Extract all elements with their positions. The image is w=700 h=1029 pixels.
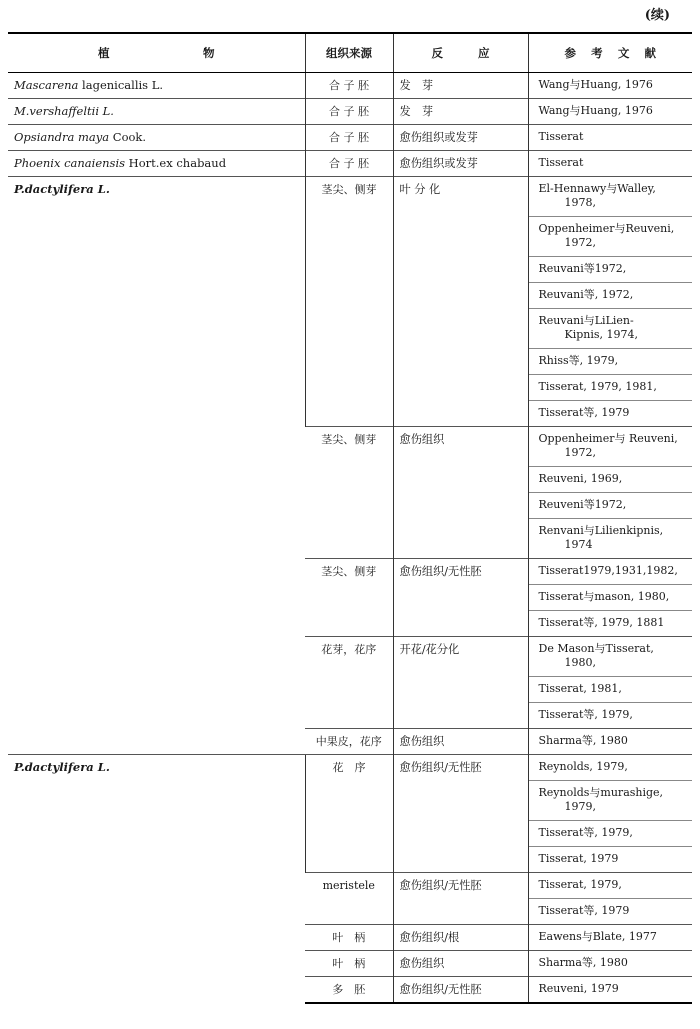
reaction-cell: 愈伤组织或发芽 (393, 124, 528, 150)
reference-line: Reuveni, 1979 (538, 981, 619, 995)
reference-line: 1972, (564, 445, 596, 459)
reference-line: Wang与Huang, 1976 (538, 77, 653, 91)
reference-entry (529, 755, 693, 780)
plant-cell (8, 124, 305, 150)
plant-name-italic: Opsiandra maya (14, 129, 110, 144)
references-cell (528, 124, 692, 150)
header-source: 组织来源 (305, 33, 393, 72)
reference-line: Reuveni等1972, (538, 497, 627, 511)
plant-cell (8, 98, 305, 124)
reference-line: 1980, (564, 655, 596, 669)
table-row (8, 176, 692, 426)
header-refs-char: 考 (591, 45, 603, 60)
table-row (8, 754, 692, 872)
reference-entry (529, 584, 693, 610)
references-cell (528, 728, 692, 754)
reaction-cell: 愈伤组织 (393, 728, 528, 754)
source-cell: 合 子 胚 (305, 150, 393, 176)
reference-entry (529, 216, 693, 256)
reference-line: Tisserat等, 1979 (538, 903, 630, 917)
reaction-cell: 愈伤组织/无性胚 (393, 976, 528, 1003)
reference-line: Tisserat等, 1979, 1881 (538, 615, 665, 629)
source-cell: 叶 柄 (305, 924, 393, 950)
references-cell (528, 976, 692, 1003)
reference-line: Reynolds与murashige, (538, 785, 664, 799)
plant-name-italic: M.vershaffeltii L. (14, 103, 114, 118)
reaction-cell: 愈伤组织/根 (393, 924, 528, 950)
continued-label: (续) (644, 8, 670, 23)
reference-line: Reuvani与LiLien- (538, 313, 634, 327)
reference-line: 1979, (564, 799, 596, 813)
reference-entry (529, 374, 693, 400)
reference-line: Tisserat, 1981, (538, 681, 622, 695)
source-cell: 中果皮，花序 (305, 728, 393, 754)
table-row (8, 72, 692, 98)
references-cell (528, 754, 692, 872)
reaction-cell: 愈伤组织或发芽 (393, 150, 528, 176)
reference-line: Tisserat等, 1979 (538, 405, 630, 419)
reference-line: Tisserat (538, 129, 584, 143)
reference-entry (529, 492, 693, 518)
table-row (8, 150, 692, 176)
source-cell: 合 子 胚 (305, 124, 393, 150)
reference-line: Tisserat, 1979, 1981, (538, 379, 657, 393)
table-row (8, 124, 692, 150)
header-reaction-char: 应 (478, 45, 490, 60)
reference-entry (529, 820, 693, 846)
header-refs-char: 文 (617, 45, 630, 60)
reference-entry (529, 73, 693, 98)
reaction-cell: 愈伤组织/无性胚 (393, 754, 528, 872)
reference-line: Oppenheimer与Reuveni, (538, 221, 675, 235)
reference-line: Reuvani等1972, (538, 261, 627, 275)
reference-line: El-Hennawy与Walley, (538, 181, 656, 195)
reaction-cell: 发 芽 (393, 98, 528, 124)
source-cell: 合 子 胚 (305, 72, 393, 98)
reference-entry (529, 256, 693, 282)
plant-name-rest: lagenicallis L. (78, 77, 164, 92)
plant-cell (8, 72, 305, 98)
reference-entry (529, 676, 693, 702)
reference-entry (529, 729, 693, 754)
reference-entry (529, 151, 693, 176)
reference-line: Rhiss等, 1979, (538, 353, 619, 367)
source-cell: 茎尖、侧芽 (305, 426, 393, 558)
references-cell (528, 872, 692, 924)
reference-entry (529, 898, 693, 924)
references-cell (528, 176, 692, 426)
reference-entry (529, 427, 693, 466)
table-row (8, 98, 692, 124)
reference-line: Reuveni, 1969, (538, 471, 623, 485)
reference-line: Sharma等, 1980 (538, 955, 628, 969)
references-cell (528, 72, 692, 98)
reference-line: 1978, (564, 195, 596, 209)
reference-line: Tisserat, 1979, (538, 877, 622, 891)
reference-entry (529, 925, 693, 950)
reference-line: Renvani与Lilienkipnis, (538, 523, 664, 537)
reference-line: Tisserat1979,1931,1982, (538, 563, 678, 577)
source-cell: 合 子 胚 (305, 98, 393, 124)
header-plant (8, 33, 305, 72)
reaction-cell: 愈伤组织 (393, 426, 528, 558)
plant-cell (8, 150, 305, 176)
source-cell: 花芽，花序 (305, 636, 393, 728)
reaction-cell: 愈伤组织/无性胚 (393, 872, 528, 924)
source-cell: 茎尖、侧芽 (305, 558, 393, 636)
references-cell (528, 150, 692, 176)
source-cell: 多 胚 (305, 976, 393, 1003)
reference-line: 1972, (564, 235, 596, 249)
reference-entry (529, 308, 693, 348)
reference-entry (529, 125, 693, 150)
plant-name-rest: Hort.ex chabaud (125, 155, 227, 170)
references-cell (528, 950, 692, 976)
source-cell: 叶 柄 (305, 950, 393, 976)
reference-line: Kipnis, 1974, (564, 327, 639, 341)
reference-entry (529, 977, 693, 1002)
reference-entry (529, 780, 693, 820)
reference-entry (529, 610, 693, 636)
header-refs-char: 参 (564, 45, 576, 60)
header-reaction-char: 反 (431, 45, 443, 60)
reaction-cell: 开花/花分化 (393, 636, 528, 728)
reaction-cell: 愈伤组织 (393, 950, 528, 976)
plant-cell (8, 754, 305, 1003)
references-cell (528, 636, 692, 728)
references-cell (528, 426, 692, 558)
reference-entry (529, 177, 693, 216)
reaction-cell: 发 芽 (393, 72, 528, 98)
source-cell: 茎尖、侧芽 (305, 176, 393, 426)
header-refs-char: 献 (644, 45, 656, 60)
reference-line: Sharma等, 1980 (538, 733, 628, 747)
reference-line: Tisserat与mason, 1980, (538, 589, 670, 603)
table-header-row (8, 33, 692, 72)
plant-name-rest: Cook. (109, 129, 147, 144)
reference-entry (529, 637, 693, 676)
reference-line: Tisserat (538, 155, 584, 169)
reference-entry (529, 400, 693, 426)
reference-entry (529, 559, 693, 584)
reference-entry (529, 846, 693, 872)
reference-line: Tisserat等, 1979, (538, 707, 633, 721)
header-plant-char: 物 (203, 45, 215, 60)
reference-line: Eawens与Blate, 1977 (538, 929, 657, 943)
reaction-cell: 叶 分 化 (393, 176, 528, 426)
reference-line: 1974 (564, 537, 593, 551)
reference-line: Tisserat, 1979 (538, 851, 619, 865)
reference-entry (529, 99, 693, 124)
reference-entry (529, 518, 693, 558)
reference-entry (529, 466, 693, 492)
reference-line: Reynolds, 1979, (538, 759, 628, 773)
reference-line: Oppenheimer与 Reuveni, (538, 431, 678, 445)
reference-line: De Mason与Tisserat, (538, 641, 654, 655)
reference-entry (529, 282, 693, 308)
reference-entry (529, 873, 693, 898)
source-cell: 花 序 (305, 754, 393, 872)
reference-line: Wang与Huang, 1976 (538, 103, 653, 117)
references-cell (528, 558, 692, 636)
reference-entry (529, 702, 693, 728)
header-plant-char: 植 (98, 45, 110, 60)
reference-entry (529, 348, 693, 374)
reference-entry (529, 951, 693, 976)
reaction-cell: 愈伤组织/无性胚 (393, 558, 528, 636)
references-cell (528, 924, 692, 950)
plant-name-italic: Mascarena (14, 77, 79, 92)
source-cell: meristele (305, 872, 393, 924)
reference-line: Tisserat等, 1979, (538, 825, 633, 839)
plant-cell (8, 176, 305, 754)
references-cell (528, 98, 692, 124)
plant-name-italic: Phoenix canaiensis (14, 155, 126, 170)
plant-name-bold: P.dactylifera L. (14, 759, 110, 774)
reference-line: Reuvani等, 1972, (538, 287, 634, 301)
header-references (528, 33, 692, 72)
header-reaction (393, 33, 528, 72)
plant-name-bold: P.dactylifera L. (14, 181, 110, 196)
plant-culture-table (8, 32, 692, 1004)
